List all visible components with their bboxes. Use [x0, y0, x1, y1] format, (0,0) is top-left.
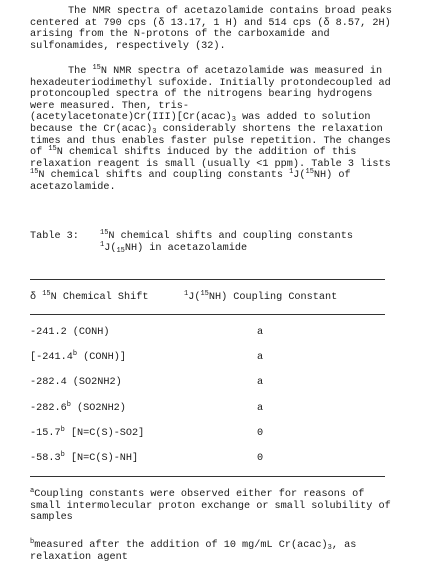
footnote-a — [30, 489, 405, 524]
text-line: arising from the N-protons of the carboxamide and — [30, 29, 330, 41]
text-run: J( — [188, 292, 201, 303]
text-run: , as — [331, 540, 357, 551]
cell-coupling: 0 — [257, 453, 264, 464]
superscript: b — [66, 401, 71, 409]
text-run: considerably shortens the relaxation — [156, 123, 383, 135]
text-run: -15.7 — [30, 428, 61, 439]
text-run: (SO2NH2) — [70, 403, 126, 414]
cell-shift — [30, 428, 144, 440]
column-header-chemical-shift — [30, 292, 148, 304]
table-row — [30, 403, 390, 417]
cell-shift — [30, 327, 109, 339]
text-run: N chemical shifts and coupling constants — [108, 231, 353, 242]
text-run: N chemical shifts induced by the addition of this — [56, 147, 357, 159]
text-run: of — [30, 147, 49, 159]
text-run: was added to solution — [235, 112, 371, 124]
superscript: 15 — [100, 229, 109, 237]
superscript: 15 — [48, 145, 57, 154]
subscript: 3 — [152, 127, 157, 136]
cell-shift — [30, 352, 126, 364]
text-run: -282.4 — [30, 377, 67, 388]
text-line — [30, 170, 405, 182]
text-run: -241.4 — [36, 352, 73, 363]
superscript: 15 — [200, 290, 209, 298]
superscript: b — [60, 426, 65, 434]
text-line — [30, 540, 405, 552]
table-bottom-rule — [30, 476, 385, 477]
text-line — [30, 489, 405, 501]
footnote-mark: b — [30, 538, 35, 546]
superscript: 15 — [30, 168, 39, 177]
caption-line — [100, 240, 353, 255]
superscript: 1 — [100, 240, 105, 249]
table-header-rule — [30, 314, 385, 315]
table-row — [30, 327, 390, 341]
table-caption-text — [100, 231, 353, 254]
superscript: 1 — [184, 290, 189, 298]
text-line: centered at 790 cps (δ 13.17, 1 H) and 514 cps (δ 8.57, 2H) — [30, 17, 391, 29]
cell-shift — [30, 453, 138, 465]
superscript: 15 — [92, 64, 101, 72]
text-run: NH) in acetazolamide — [124, 242, 248, 254]
text-run: [N=C(S)-SO2] — [64, 428, 145, 439]
table-row — [30, 352, 390, 366]
subscript: 15 — [116, 246, 125, 255]
text-line — [30, 147, 405, 159]
text-line — [30, 112, 405, 124]
text-line: small intermolecular proton exchange or small solubility of — [30, 500, 391, 512]
text-line: relaxation reagent is small (usually <1 ppm). Table 3 lists — [30, 158, 391, 170]
text-run: [ — [30, 352, 37, 363]
table-caption — [30, 231, 353, 254]
superscript: 15 — [42, 290, 51, 298]
text-run: N chemical shifts and coupling constants — [38, 170, 290, 182]
subscript: 3 — [231, 116, 236, 125]
text-line: sulfonamides, respectively (32). — [30, 40, 226, 52]
text-run: δ — [30, 292, 43, 303]
text-run: Coupling constants were observed either for reasons of — [34, 489, 365, 500]
text-run: J( — [293, 170, 306, 182]
text-run: (CONH) — [77, 352, 120, 363]
cell-coupling: 0 — [257, 428, 264, 439]
footnote-b — [30, 540, 405, 563]
text-line: protoncoupled spectra of the nitrogens bearing hydrogens — [30, 89, 373, 101]
table-top-rule — [30, 279, 385, 280]
text-run: -282.6 — [30, 403, 67, 414]
column-header-coupling-constant — [184, 292, 337, 304]
superscript: b — [72, 350, 78, 358]
subscript: 3 — [327, 544, 332, 552]
cell-coupling: a — [257, 352, 264, 363]
cell-coupling: a — [257, 377, 264, 388]
text-line: samples — [30, 512, 73, 524]
text-line: were measured. Then, tris- — [30, 100, 189, 112]
text-run: (acetylacetonate)Cr(III)[Cr(acac) — [30, 112, 232, 124]
table-label: Table 3: — [30, 231, 79, 242]
paragraph-nmr-spectra — [30, 6, 405, 52]
caption-line — [100, 231, 353, 243]
text-line: times and thus enables faster pulse repetition. The changes — [30, 135, 391, 147]
table-row — [30, 428, 390, 442]
text-run: N Chemical Shift — [50, 292, 149, 303]
text-run: N NMR spectra of acetazolamide was measured in — [100, 66, 383, 77]
table-row — [30, 377, 390, 391]
text-run: (SO2NH2) — [66, 377, 122, 388]
text-run: measured after the addition of 10 mg/mL Cr(acac) — [34, 540, 328, 551]
text-run: [N=C(S)-NH] — [64, 453, 139, 464]
text-run: J( — [104, 242, 117, 254]
text-line: relaxation agent — [30, 551, 128, 563]
text-line — [30, 124, 405, 136]
superscript: b — [60, 451, 65, 459]
text-line: The NMR spectra of acetazolamide contains broad peaks — [68, 6, 393, 17]
text-run: -241.2 — [30, 327, 67, 338]
text-run: (CONH) — [66, 327, 110, 338]
text-line: acetazolamide. — [30, 181, 116, 193]
cell-shift — [30, 377, 122, 389]
text-run: NH) of — [313, 170, 351, 182]
text-run: -58.3 — [30, 453, 61, 464]
text-run: ] — [119, 352, 126, 363]
paragraph-15n-nmr — [30, 66, 405, 194]
superscript: 1 — [289, 168, 294, 177]
text-line: hexadeuteriodimethyl sufoxide. Initially protondecoupled ad — [30, 77, 391, 89]
superscript: 15 — [305, 168, 314, 177]
cell-shift — [30, 403, 126, 415]
text-run: NH) Coupling Constant — [208, 292, 338, 303]
footnote-mark: a — [30, 487, 35, 495]
cell-coupling: a — [257, 403, 264, 414]
text-run: because the Cr(acac) — [30, 123, 153, 135]
table-row — [30, 453, 390, 467]
text-line — [30, 66, 405, 78]
cell-coupling: a — [257, 327, 264, 338]
text-run: The — [68, 66, 93, 77]
